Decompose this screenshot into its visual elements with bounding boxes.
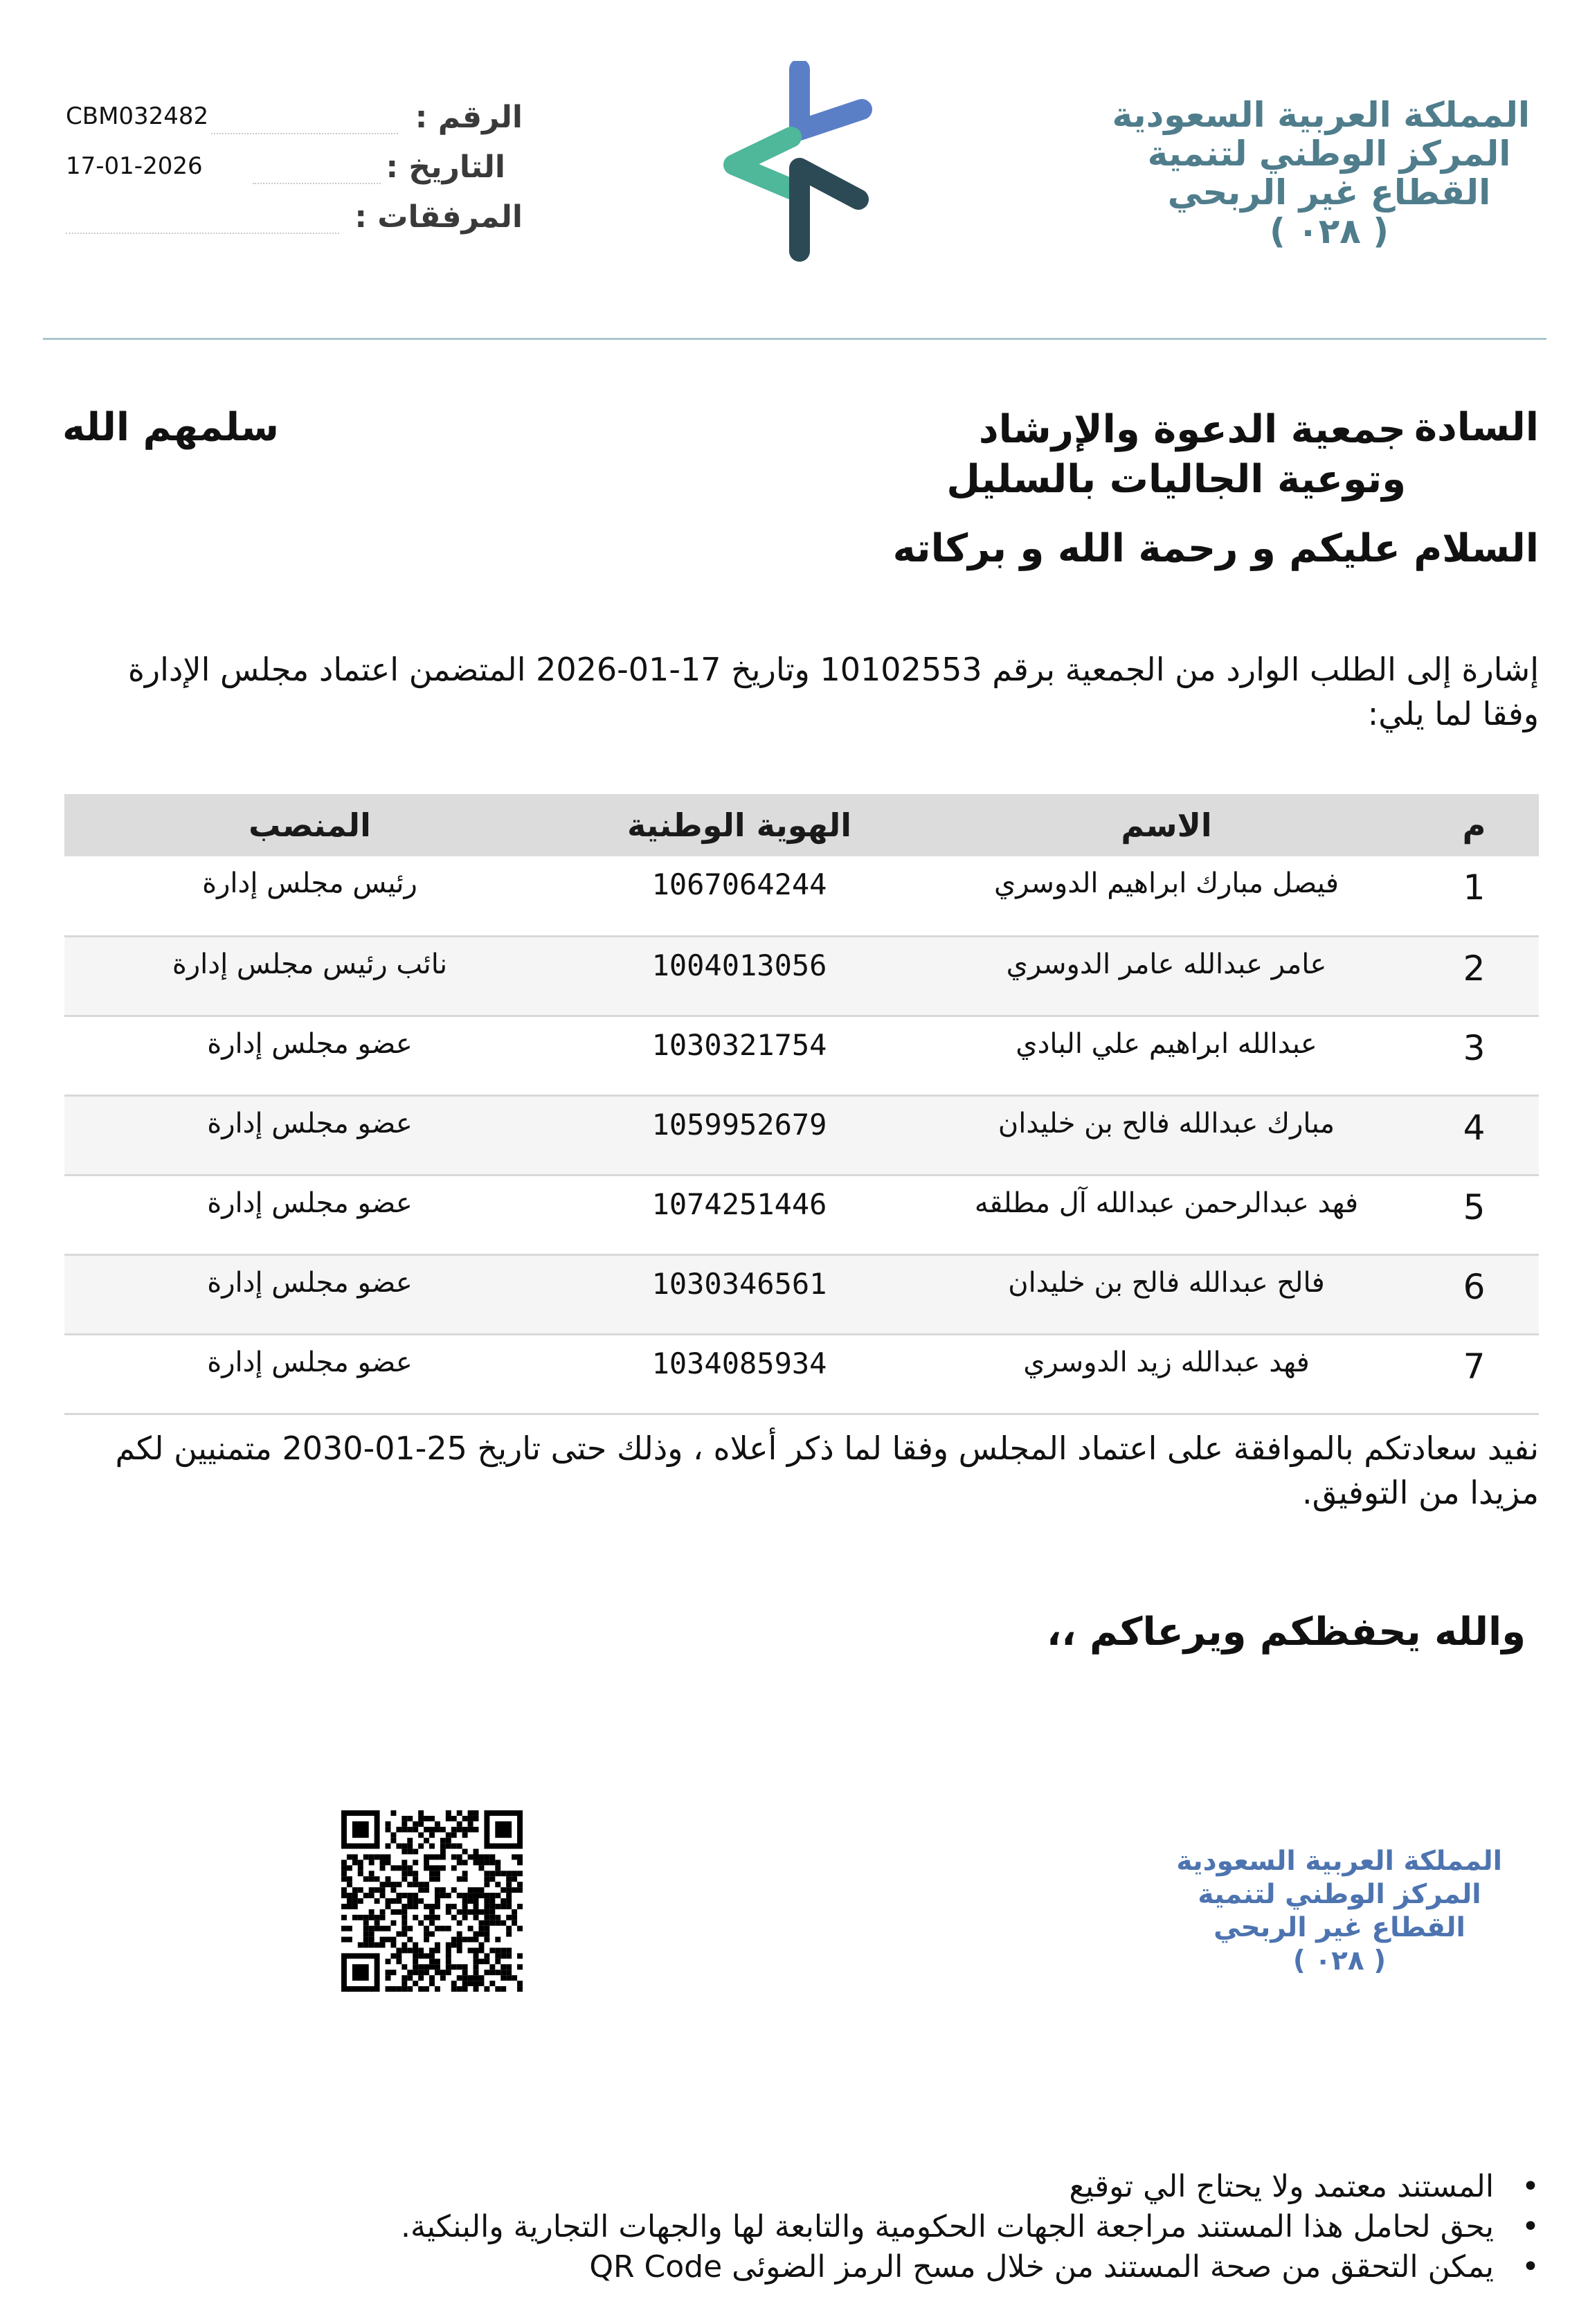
addressee-line: جمعية الدعوة والإرشاد bbox=[978, 407, 1406, 452]
closing: والله يحفظكم ويرعاكم ،، bbox=[1046, 1610, 1526, 1655]
stamp-line: المملكة العربية السعودية bbox=[1176, 1846, 1502, 1877]
org-name bbox=[1112, 95, 1530, 251]
meta-attachments bbox=[66, 199, 536, 244]
row-id: 1030346561 bbox=[555, 1254, 923, 1334]
footer-notes bbox=[401, 2167, 1540, 2287]
table-row bbox=[64, 1254, 1539, 1334]
addressee-name bbox=[946, 405, 1406, 505]
row-position: رئيس مجلس إدارة bbox=[64, 856, 555, 936]
row-id: 1067064244 bbox=[555, 856, 923, 936]
conclusion-paragraph: نفيد سعادتكم بالموافقة على اعتماد المجلس وفقا لما ذكر أعلاه ، وذلك حتى تاريخ 25-01-2030 متمنيين لكم مزيدا من التوفيق. bbox=[115, 1430, 1539, 1511]
row-name: عامر عبدالله عامر الدوسري bbox=[923, 936, 1409, 1016]
col-index: م bbox=[1409, 794, 1539, 856]
table-row bbox=[64, 1334, 1539, 1414]
org-line: المركز الوطني لتنمية bbox=[1147, 134, 1511, 174]
footer-note-text: يحق لحامل هذا المستند مراجعة الجهات الحكومية والتابعة لها والجهات التجارية والبنكية. bbox=[401, 2209, 1495, 2244]
bullet-icon: • bbox=[1522, 2209, 1540, 2244]
footer-note bbox=[401, 2207, 1540, 2247]
row-index: 6 bbox=[1409, 1254, 1539, 1334]
greeting: السلام عليكم و رحمة الله و بركاته bbox=[892, 526, 1539, 571]
qr-code-icon bbox=[341, 1810, 523, 1992]
header-divider bbox=[43, 338, 1546, 340]
table-row bbox=[64, 856, 1539, 936]
row-index: 1 bbox=[1409, 856, 1539, 936]
footer-note bbox=[401, 2167, 1540, 2207]
row-position: عضو مجلس إدارة bbox=[64, 1254, 555, 1334]
row-position: عضو مجلس إدارة bbox=[64, 1175, 555, 1254]
row-name: مبارك عبدالله فالح بن خليدان bbox=[923, 1095, 1409, 1175]
table-row bbox=[64, 1016, 1539, 1095]
date-label: التاريخ : bbox=[386, 150, 505, 185]
meta-date bbox=[66, 152, 536, 194]
addressee-suffix: سلمهم الله bbox=[62, 405, 279, 450]
row-id: 1004013056 bbox=[555, 936, 923, 1016]
row-index: 4 bbox=[1409, 1095, 1539, 1175]
row-id: 1059952679 bbox=[555, 1095, 923, 1175]
row-name: فهد عبدالله زيد الدوسري bbox=[923, 1334, 1409, 1414]
bullet-icon: • bbox=[1522, 2169, 1540, 2204]
row-name: فهد عبدالرحمن عبدالله آل مطلقه bbox=[923, 1175, 1409, 1254]
row-index: 7 bbox=[1409, 1334, 1539, 1414]
org-line: القطاع غير الربحي bbox=[1167, 172, 1491, 213]
stamp-line: ( ٠٢٨ ) bbox=[1292, 1945, 1387, 1976]
footer-note-text: يمكن التحقق من صحة المستند من خلال مسح الرمز الضوئى QR Code bbox=[589, 2249, 1495, 2285]
col-position: المنصب bbox=[64, 794, 555, 856]
dotted-line bbox=[253, 183, 381, 184]
row-name: فيصل مبارك ابراهيم الدوسري bbox=[923, 856, 1409, 936]
stamp-line: المركز الوطني لتنمية bbox=[1198, 1879, 1481, 1910]
number-label: الرقم : bbox=[415, 100, 523, 135]
col-id: الهوية الوطنية bbox=[555, 794, 923, 856]
org-line: المملكة العربية السعودية bbox=[1112, 95, 1530, 135]
date-value: 17-01-2026 bbox=[66, 152, 203, 180]
members-table bbox=[64, 794, 1539, 1415]
row-position: نائب رئيس مجلس إدارة bbox=[64, 936, 555, 1016]
addressee-prefix: السادة bbox=[1414, 405, 1539, 450]
row-position: عضو مجلس إدارة bbox=[64, 1016, 555, 1095]
footer-note bbox=[401, 2247, 1540, 2287]
number-value: CBM032482 bbox=[66, 102, 209, 130]
table-row bbox=[64, 1095, 1539, 1175]
table-row bbox=[64, 936, 1539, 1016]
meta-number bbox=[66, 102, 536, 144]
footer-note-text: المستند معتمد ولا يحتاج الي توقيع bbox=[1069, 2169, 1495, 2204]
org-stamp bbox=[1177, 1845, 1502, 1978]
row-id: 1034085934 bbox=[555, 1334, 923, 1414]
row-id: 1074251446 bbox=[555, 1175, 923, 1254]
intro-paragraph: إشارة إلى الطلب الوارد من الجمعية برقم 10102553 وتاريخ 17-01-2026 المتضمن اعتماد مجلس الإدارة وفقا لما يلي: bbox=[127, 651, 1539, 732]
bullet-icon: • bbox=[1522, 2249, 1540, 2285]
addressee-line: وتوعية الجاليات بالسليل bbox=[946, 457, 1406, 502]
table-row bbox=[64, 1175, 1539, 1254]
row-index: 2 bbox=[1409, 936, 1539, 1016]
dotted-line bbox=[211, 133, 398, 134]
attachments-label: المرفقات : bbox=[354, 199, 523, 235]
stamp-line: القطاع غير الربحي bbox=[1213, 1912, 1465, 1943]
ncnp-logo-icon bbox=[710, 61, 886, 262]
row-id: 1030321754 bbox=[555, 1016, 923, 1095]
table-header-row bbox=[64, 794, 1539, 856]
row-name: عبدالله ابراهيم علي البادي bbox=[923, 1016, 1409, 1095]
row-position: عضو مجلس إدارة bbox=[64, 1095, 555, 1175]
org-line: ( ٠٢٨ ) bbox=[1269, 211, 1389, 251]
row-name: فالح عبدالله فالح بن خليدان bbox=[923, 1254, 1409, 1334]
row-index: 3 bbox=[1409, 1016, 1539, 1095]
row-index: 5 bbox=[1409, 1175, 1539, 1254]
dotted-line bbox=[66, 233, 339, 234]
col-name: الاسم bbox=[923, 794, 1409, 856]
row-position: عضو مجلس إدارة bbox=[64, 1334, 555, 1414]
